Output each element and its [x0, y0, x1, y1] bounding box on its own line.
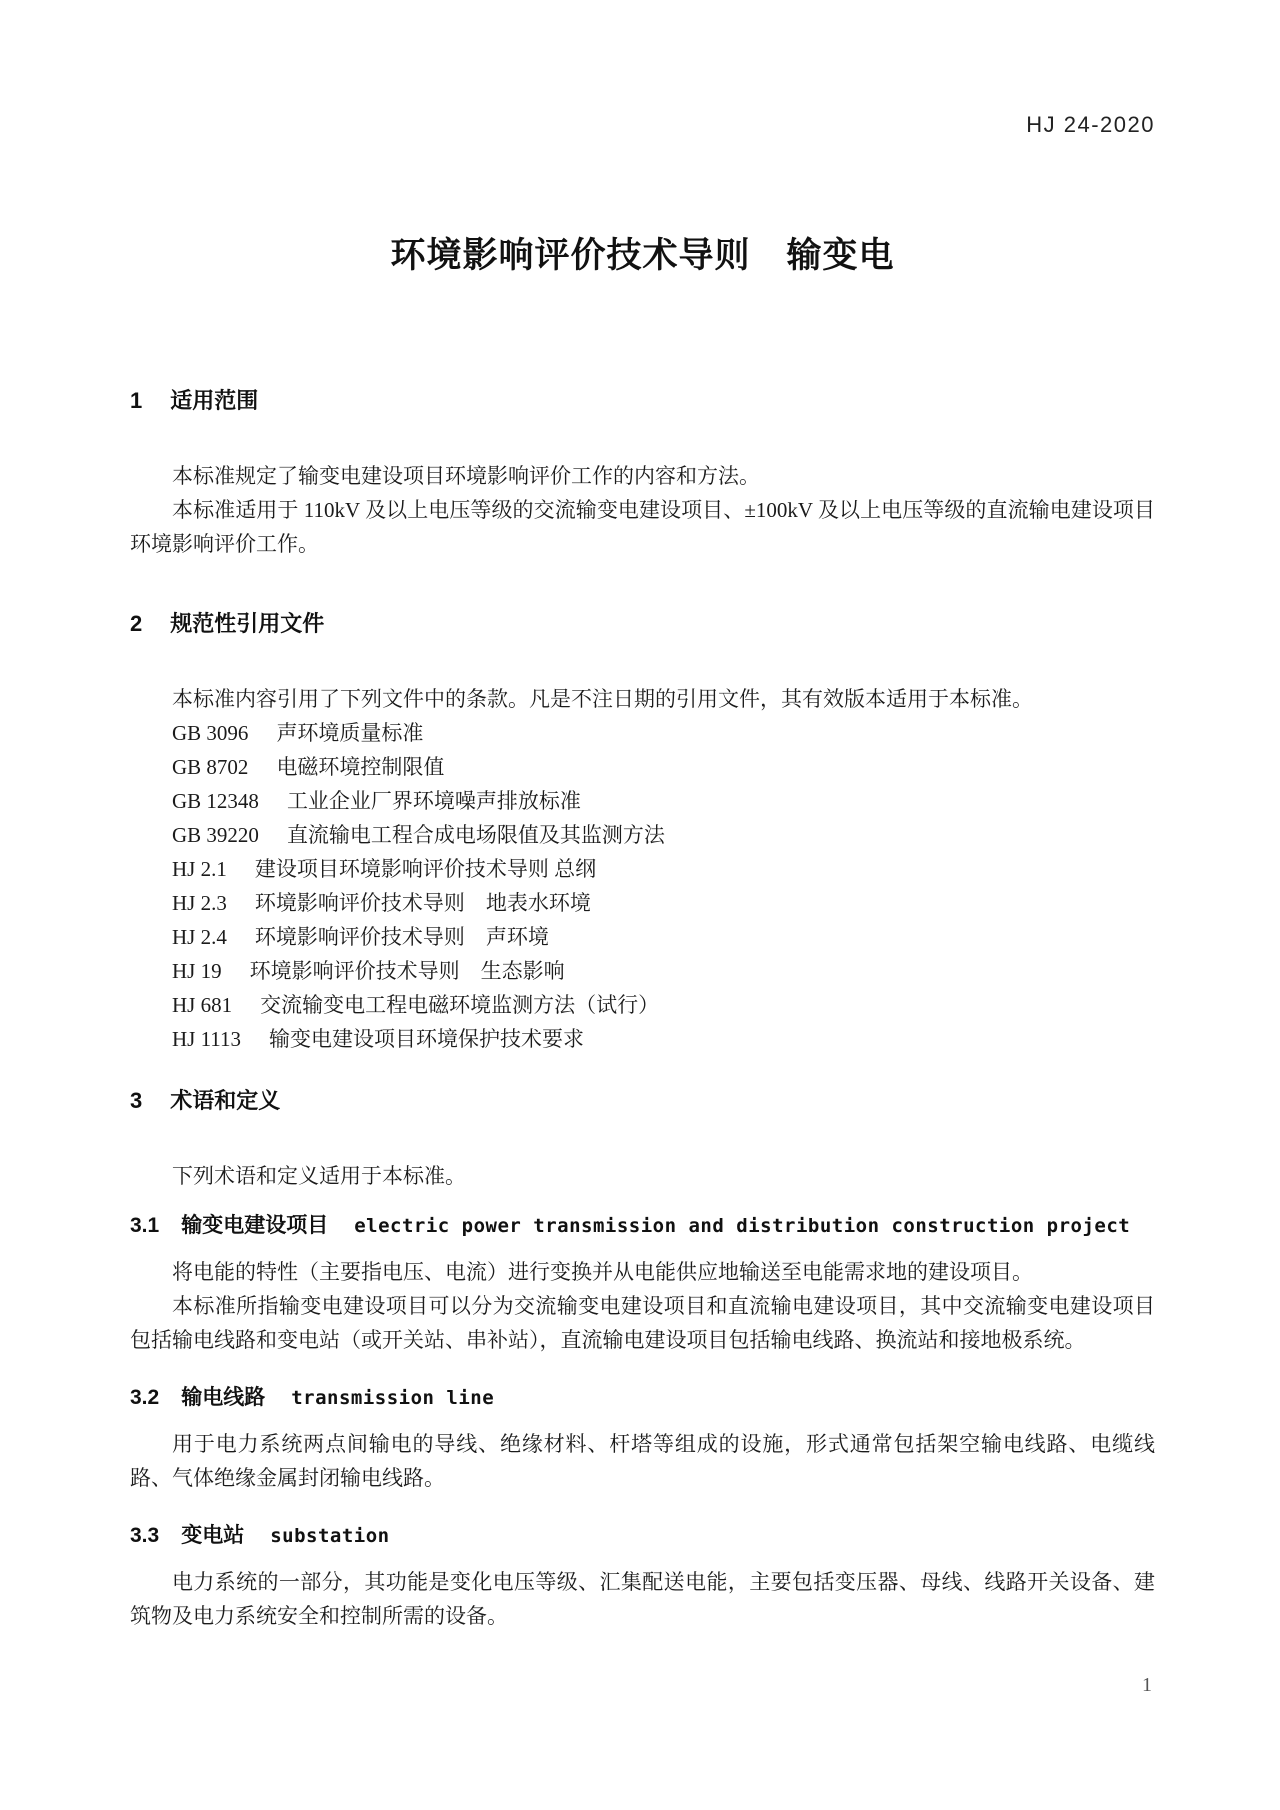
reference-item — [172, 716, 1155, 750]
reference-item — [172, 954, 1155, 988]
reference-title: 环境影响评价技术导则 声环境 — [254, 925, 549, 949]
section-3-intro: 下列术语和定义适用于本标准。 — [172, 1164, 466, 1188]
reference-item — [172, 852, 1155, 886]
section-1-paragraph-1: 本标准规定了输变电建设项目环境影响评价工作的内容和方法。 — [172, 464, 760, 488]
page-number: 1 — [1142, 1674, 1152, 1696]
reference-item — [172, 784, 1155, 818]
reference-code: HJ 2.4 — [172, 925, 227, 949]
reference-item — [172, 988, 1155, 1022]
reference-code: GB 3096 — [172, 721, 249, 745]
term-chinese: 输电线路 — [181, 1386, 266, 1409]
standard-code: HJ 24-2020 — [1026, 112, 1155, 137]
reference-code: GB 39220 — [172, 823, 259, 847]
reference-item — [172, 750, 1155, 784]
reference-code: HJ 19 — [172, 959, 222, 983]
term-english: substation — [270, 1525, 390, 1547]
reference-code: HJ 1113 — [172, 1027, 242, 1051]
term-english: transmission line — [291, 1387, 495, 1409]
reference-code: HJ 681 — [172, 993, 233, 1017]
term-3-1-paragraph-1: 将电能的特性（主要指电压、电流）进行变换并从电能供应地输送至电能需求地的建设项目。 — [172, 1260, 1033, 1284]
term-3-2-heading — [130, 1381, 1155, 1411]
section-2-intro: 本标准内容引用了下列文件中的条款。凡是不注日期的引用文件，其有效版本适用于本标准。 — [172, 687, 1033, 711]
term-3-3-heading — [130, 1519, 1155, 1549]
reference-title: 声环境质量标准 — [276, 721, 424, 745]
term-3-2-paragraph-1: 用于电力系统两点间输电的导线、绝缘材料、杆塔等组成的设施，形式通常包括架空输电线路、电缆线路、气体绝缘金属封闭输电线路。 — [130, 1432, 1155, 1490]
term-3-1-paragraph-2: 本标准所指输变电建设项目可以分为交流输变电建设项目和直流输电建设项目，其中交流输变电建设项目包括输电线路和变电站（或开关站、串补站），直流输电建设项目包括输电线路、换流站和接地极系统。 — [130, 1294, 1155, 1352]
reference-code: GB 8702 — [172, 755, 249, 779]
reference-code: GB 12348 — [172, 789, 259, 813]
section-2-heading — [130, 607, 1155, 638]
term-number: 3.2 — [130, 1386, 160, 1409]
term-3-3 — [130, 1519, 1155, 1633]
term-3-3-paragraph-1: 电力系统的一部分，其功能是变化电压等级、汇集配送电能，主要包括变压器、母线、线路开关设备、建筑物及电力系统安全和控制所需的设备。 — [130, 1570, 1155, 1628]
reference-item — [172, 920, 1155, 954]
document-title: 环境影响评价技术导则 输变电 — [390, 236, 895, 275]
reference-code: HJ 2.3 — [172, 891, 227, 915]
reference-title: 输变电建设项目环境保护技术要求 — [269, 1027, 585, 1051]
term-3-1 — [130, 1209, 1155, 1357]
section-scope — [130, 384, 1155, 561]
reference-item — [172, 1022, 1155, 1056]
section-2-title: 规范性引用文件 — [170, 611, 325, 636]
term-english: electric power transmission and distribution construction project — [354, 1215, 1131, 1237]
references-list — [130, 716, 1155, 1056]
section-2-number: 2 — [130, 611, 143, 636]
reference-title: 直流输电工程合成电场限值及其监测方法 — [286, 823, 665, 847]
section-3-title: 术语和定义 — [170, 1088, 281, 1113]
reference-title: 建设项目环境影响评价技术导则 总纲 — [254, 857, 597, 881]
doc-header — [130, 0, 1155, 138]
section-1-paragraph-2: 本标准适用于 110kV 及以上电压等级的交流输变电建设项目、±100kV 及以上电压等级的直流输电建设项目环境影响评价工作。 — [130, 498, 1155, 556]
term-3-2 — [130, 1381, 1155, 1495]
term-chinese: 变电站 — [181, 1524, 245, 1547]
reference-title: 电磁环境控制限值 — [276, 755, 445, 779]
section-1-heading — [130, 384, 1155, 415]
reference-title: 环境影响评价技术导则 地表水环境 — [254, 891, 591, 915]
reference-title: 交流输变电工程电磁环境监测方法（试行） — [260, 993, 660, 1017]
term-3-1-heading — [130, 1209, 1155, 1239]
reference-title: 工业企业厂界环境噪声排放标准 — [286, 789, 581, 813]
section-3-heading — [130, 1084, 1155, 1115]
section-1-title: 适用范围 — [170, 388, 259, 413]
section-3-number: 3 — [130, 1088, 143, 1113]
reference-item — [172, 886, 1155, 920]
term-number: 3.3 — [130, 1524, 160, 1547]
section-normative-references — [130, 607, 1155, 1056]
reference-title: 环境影响评价技术导则 生态影响 — [249, 959, 565, 983]
reference-code: HJ 2.1 — [172, 857, 227, 881]
section-1-number: 1 — [130, 388, 143, 413]
reference-item — [172, 818, 1155, 852]
term-chinese: 输变电建设项目 — [181, 1214, 329, 1237]
section-terms-definitions — [130, 1084, 1155, 1633]
term-number: 3.1 — [130, 1214, 160, 1237]
